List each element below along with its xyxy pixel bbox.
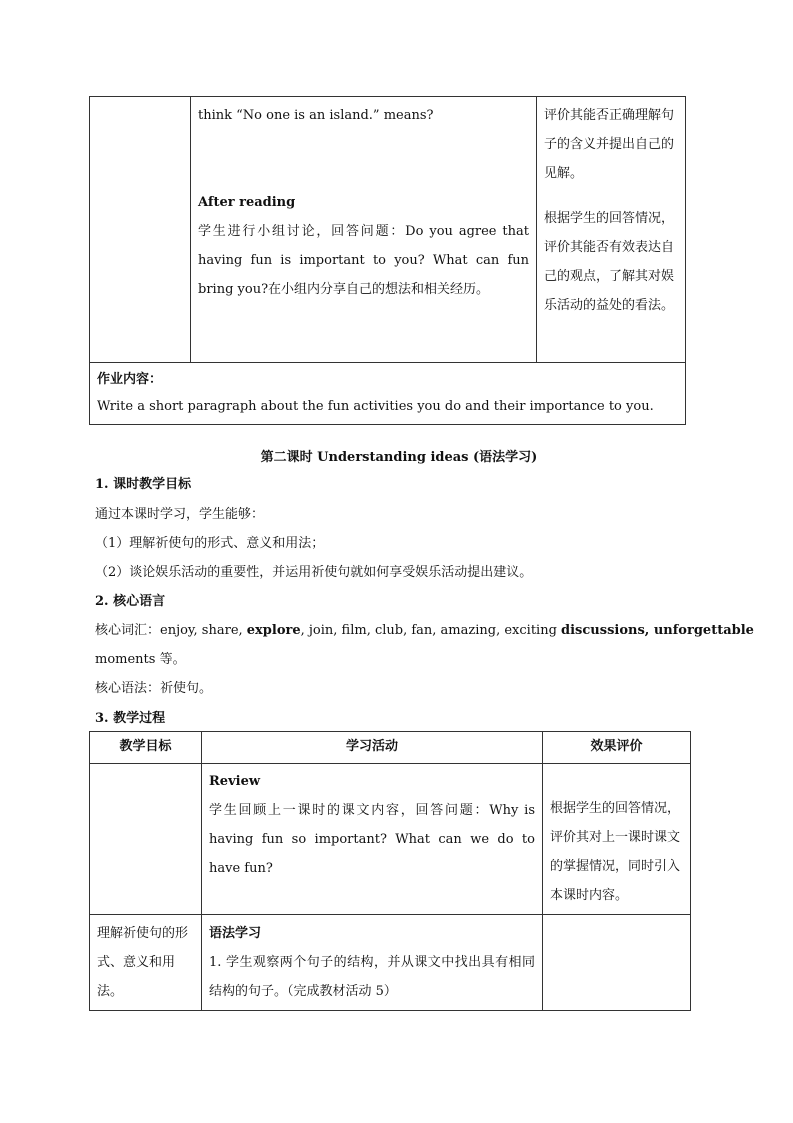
review-text: 学生回顾上一课时的课文内容，回答问题：Why is having fun so important? What can we do to have fun? [209,803,535,876]
heading-process: 3. 教学过程 [95,711,166,726]
homework-text: Write a short paragraph about the fun activities you do and their importance to you. [97,399,654,414]
vocab-end: moments 等。 [95,652,186,667]
process-table [89,731,691,1011]
row2-activity [202,915,543,1011]
section-title: 第二课时 Understanding ideas (语法学习) [260,450,538,465]
activity-cell [191,97,537,363]
goal-item-1: （1）理解祈使句的形式、意义和用法； [95,536,325,551]
homework-cell [90,363,686,425]
homework-label: 作业内容： [97,372,163,387]
evaluation-cell [537,97,686,363]
row2-goal: 理解祈使句的形式、意义和用法。 [90,915,202,1011]
row1-evaluation: 根据学生的回答情况，评价其对上一课时课文的掌握情况，同时引入本课时内容。 [543,764,691,915]
header-evaluation: 效果评价 [543,732,691,764]
row2-evaluation [543,915,691,1011]
vocab-mid: , join, film, club, fan, amazing, exciting [300,623,562,638]
review-title: Review [209,774,261,789]
goal-cell [90,97,191,363]
header-activity: 学习活动 [202,732,543,764]
question-text: think “No one is an island.” means? [198,108,434,123]
grammar-learning-title: 语法学习 [209,926,262,941]
grammar-text: 核心语法：祈使句。 [95,681,213,696]
heading-goals: 1. 课时教学目标 [95,477,192,492]
after-reading-title: After reading [198,195,296,210]
vocab-bold-2: discussions, unforgettable [561,623,754,638]
after-reading-text: 学生进行小组讨论，回答问题：Do you agree that having fun is important to you? What can fun bring you?在小组内分享自己的想法和相关经历。 [198,224,529,297]
evaluation-text-1: 评价其能否正确理解句子的含义并提出自己的见解。 [544,108,675,181]
row1-activity [202,764,543,915]
goal-item-2: （2）谈论娱乐活动的重要性，并运用祈使句就如何享受娱乐活动提出建议。 [95,565,533,580]
vocab-prefix: 核心词汇：enjoy, share, [95,623,247,638]
activity-table-continued [89,96,686,425]
evaluation-text-2: 根据学生的回答情况，评价其能否有效表达自己的观点，了解其对娱乐活动的益处的看法。 [544,211,675,313]
vocab-bold-1: explore [246,623,301,638]
heading-core-language: 2. 核心语言 [95,594,166,609]
header-goal: 教学目标 [90,732,202,764]
grammar-learning-text: 1. 学生观察两个句子的结构，并从课文中找出具有相同结构的句子。（完成教材活动 5） [209,955,535,999]
intro-text: 通过本课时学习，学生能够： [95,507,265,522]
row1-goal [90,764,202,915]
vocab-line [95,621,754,641]
